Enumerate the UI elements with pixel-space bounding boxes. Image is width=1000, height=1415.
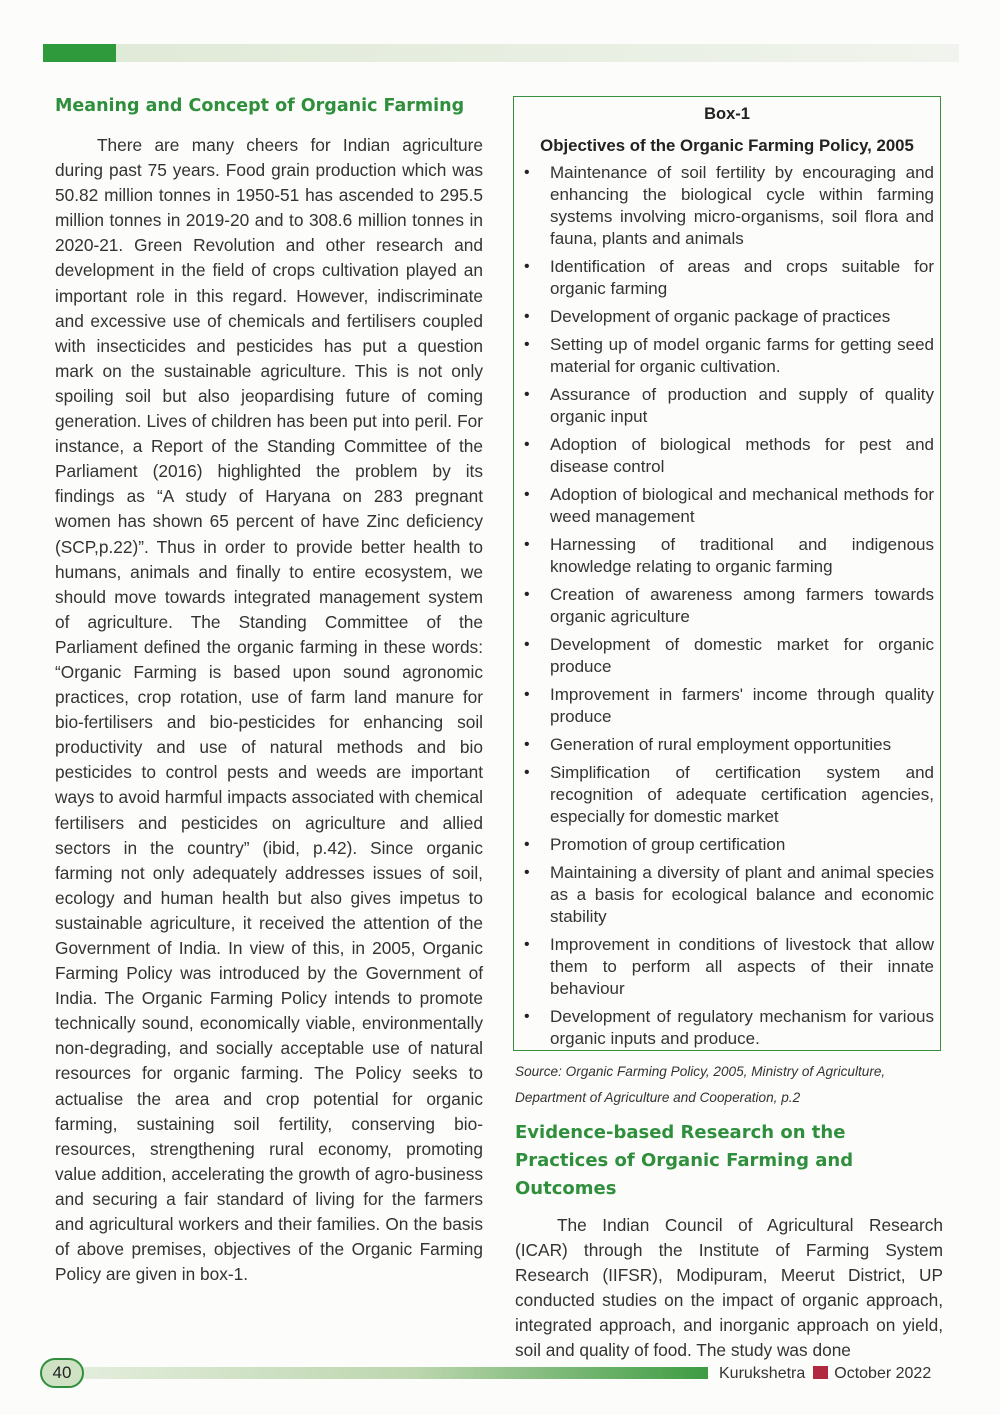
objective-item <box>524 584 934 628</box>
objective-text: Improvement in farmers' income through quality produce <box>550 685 934 726</box>
magazine-name: Kurukshetra <box>719 1365 806 1382</box>
objective-item <box>524 256 934 300</box>
objective-item <box>524 384 934 428</box>
section-heading-evidence: Evidence-based Research on the Practices of Organic Farming and Outcomes <box>515 1122 854 1199</box>
objective-text: Maintaining a diversity of plant and animal species as a basis for ecological balance and economic stability <box>550 863 934 926</box>
box-source-note: Source: Organic Farming Policy, 2005, Ministry of Agriculture, Department of Agriculture and Cooperation, p.2 <box>515 1064 886 1105</box>
page-number: 40 <box>40 1358 84 1388</box>
bullet-icon: • <box>524 636 530 653</box>
section-heading-meaning: Meaning and Concept of Organic Farming <box>55 96 465 116</box>
objective-text: Creation of awareness among farmers towards organic agriculture <box>550 585 934 626</box>
box-1 <box>513 96 941 1051</box>
footer-separator-square <box>813 1366 828 1379</box>
objective-item <box>524 834 934 856</box>
bullet-icon: • <box>524 336 530 353</box>
footer-publication <box>719 1362 931 1386</box>
objective-item <box>524 534 934 578</box>
objective-text: Adoption of biological methods for pest and disease control <box>550 435 934 476</box>
bullet-icon: • <box>524 486 530 503</box>
bullet-icon: • <box>524 436 530 453</box>
objective-item <box>524 684 934 728</box>
objectives-list <box>514 162 940 1050</box>
bullet-icon: • <box>524 258 530 275</box>
objective-text: Harnessing of traditional and indigenous knowledge relating to organic farming <box>550 535 934 576</box>
left-column <box>55 92 483 1287</box>
objective-text: Promotion of group certification <box>550 835 786 854</box>
objective-text: Generation of rural employment opportunities <box>550 735 892 754</box>
objective-text: Maintenance of soil fertility by encouraging and enhancing the biological cycle within farming systems involving micro-organisms, soil flora and fauna, plants and animals <box>550 163 934 248</box>
objective-item <box>524 734 934 756</box>
bullet-icon: • <box>524 164 530 181</box>
objective-item <box>524 434 934 478</box>
objective-item <box>524 162 934 250</box>
objective-text: Adoption of biological and mechanical methods for weed management <box>550 485 934 526</box>
right-paragraph: The Indian Council of Agricultural Research (ICAR) through the Institute of Farming System Research (IIFSR), Modipuram, Meerut District, UP conducted studies on the impact of organic approach, integrated approach, and inorganic approach on yield, soil and quality of food. The study was done <box>515 1215 943 1361</box>
bullet-icon: • <box>524 1008 530 1025</box>
left-paragraph: There are many cheers for Indian agriculture during past 75 years. Food grain production which was 50.82 million tonnes in 1950-51 has ascended to 295.5 million tonnes in 2019-20 and to 308.6 million tonnes in 2020-21. Green Revolution and other research and development in the field of crops cultivation played an important role in this regard. However, indiscriminate and excessive use of chemicals and fertilisers coupled with insecticides and pesticides has put a question mark on the sustainable agriculture. This is not only spoiling soil but also jeopardising future of coming generation. Lives of children has been put into peril. For instance, a Report of the Standing Committee of the Parliament (2016) highlighted the problem by its findings as “A study of Haryana on 283 pregnant women has shown 65 percent of have Zinc deficiency (SCP,p.22)”. Thus in order to provide better health to humans, animals and finally to entire ecosystem, we should move towards integrated management system of agriculture. The Standing Committee of the Parliament defined the organic farming in these words: “Organic Farming is based upon sound agronomic practices, crop rotation, use of farm land manure for bio-fertilisers and bio-pesticides for enhancing soil productivity and use of natural methods and bio pesticides to control pests and weeds are important ways to avoid harmful impacts associated with chemical fertilisers and pesticides on agriculture and allied sectors in the country” (ibid, p.42). Since organic farming not only adequately addresses issues of soil, ecology and human health but also gives impetus to sustainable agriculture, it received the attention of the Government of India. In view of this, in 2005, Organic Farming Policy was introduced by the Government of India. The Organic Farming Policy intends to promote technically sound, economically viable, environmentally non-degrading, and socially acceptable use of natural resources for organic farming. The Policy seeks to actualise the area and crop potential for organic farming, sustaining soil fertility, conserving bio-resources, strengthening rural economy, promoting value addition, accelerating the growth of agro-business and securing a fair standard of living for the farmers and agricultural workers and their families. On the basis of above premises, objectives of the Organic Farming Policy are given in box-1. <box>55 135 483 1285</box>
objective-item <box>524 334 934 378</box>
bullet-icon: • <box>524 764 530 781</box>
header-accent-block <box>43 44 116 62</box>
bullet-icon: • <box>524 736 530 753</box>
bullet-icon: • <box>524 864 530 881</box>
objective-item <box>524 1006 934 1050</box>
objective-text: Simplification of certification system and recognition of adequate certification agencies, especially for domestic market <box>550 763 934 826</box>
bullet-icon: • <box>524 386 530 403</box>
objective-item <box>524 634 934 678</box>
objective-text: Improvement in conditions of livestock that allow them to perform all aspects of their innate behaviour <box>550 935 934 998</box>
bullet-icon: • <box>524 836 530 853</box>
objective-item <box>524 484 934 528</box>
bullet-icon: • <box>524 936 530 953</box>
box-label: Box-1 <box>704 105 750 123</box>
box-title: Objectives of the Organic Farming Policy, 2005 <box>540 136 914 155</box>
objective-text: Development of organic package of practices <box>550 307 891 326</box>
objective-text: Development of regulatory mechanism for various organic inputs and produce. <box>550 1007 934 1048</box>
objective-text: Development of domestic market for organic produce <box>550 635 934 676</box>
bullet-icon: • <box>524 586 530 603</box>
bullet-icon: • <box>524 308 530 325</box>
right-column <box>515 1119 943 1364</box>
issue-date: October 2022 <box>834 1365 932 1382</box>
objective-item <box>524 862 934 928</box>
objective-text: Assurance of production and supply of quality organic input <box>550 385 934 426</box>
objective-text: Identification of areas and crops suitable for organic farming <box>550 257 934 298</box>
objective-text: Setting up of model organic farms for getting seed material for organic cultivation. <box>550 335 934 376</box>
objective-item <box>524 762 934 828</box>
bullet-icon: • <box>524 536 530 553</box>
footer-band <box>60 1367 708 1379</box>
objective-item <box>524 306 934 328</box>
objective-item <box>524 934 934 1000</box>
bullet-icon: • <box>524 686 530 703</box>
header-band <box>43 44 959 62</box>
